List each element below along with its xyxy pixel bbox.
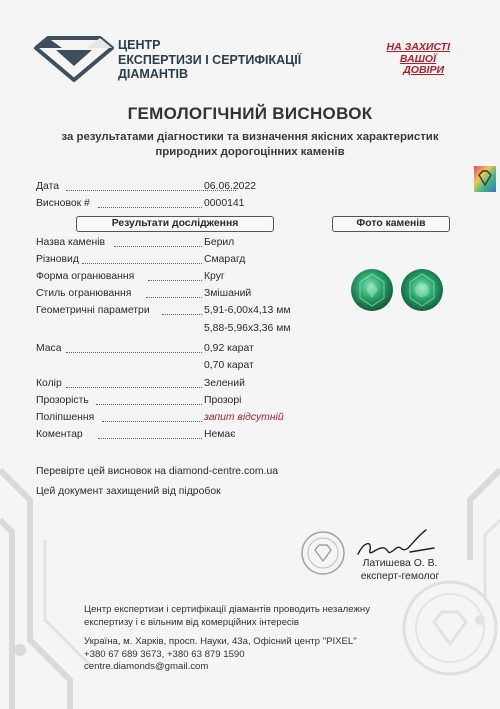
slogan	[358, 42, 450, 84]
number-label: Висновок #	[36, 198, 90, 209]
verify-line	[36, 466, 278, 477]
result-label: Форма огранювання	[36, 271, 135, 282]
result-row-geometry	[36, 304, 326, 318]
result-value: Смарагд	[204, 254, 246, 265]
number-value: 0000141	[204, 198, 245, 209]
number-row	[36, 197, 296, 211]
slogan-line2: ВАШОЇ	[399, 52, 436, 65]
result-row-comment	[36, 428, 296, 442]
leader-dots	[96, 404, 202, 405]
result-row-mass-2	[36, 359, 296, 373]
result-row-variety	[36, 253, 296, 267]
gem-photo-icon	[350, 268, 394, 312]
date-row	[36, 180, 296, 194]
verify-prefix: Перевірте цей висновок на	[36, 466, 169, 477]
result-row-clarity	[36, 394, 296, 408]
leader-dots	[114, 246, 202, 247]
verify-site-link[interactable]: diamond-centre.com.ua	[168, 466, 279, 477]
result-row-color	[36, 377, 296, 391]
result-row-cut-shape	[36, 270, 296, 284]
result-label: Назва каменів	[36, 237, 106, 248]
leader-dots	[102, 421, 202, 422]
result-value-secondary: 5,88-5,96x3,36 мм	[204, 323, 291, 334]
org-name-line2: ЕКСПЕРТИЗИ І СЕРТИФІКАЦІЇ	[118, 52, 302, 67]
result-row-geometry-2	[36, 322, 326, 336]
leader-dots	[98, 207, 202, 208]
diamond-logo-icon	[34, 36, 114, 82]
result-value: Прозорі	[204, 395, 242, 406]
result-row-mass	[36, 342, 296, 356]
result-label: Маса	[36, 343, 62, 354]
leader-dots	[148, 280, 202, 281]
result-label: Поліпшення	[36, 412, 95, 423]
result-value: Змішаний	[204, 288, 252, 299]
result-value: Берил	[204, 237, 235, 248]
org-name-line1: ЦЕНТР	[118, 38, 161, 52]
result-label: Колір	[36, 378, 62, 389]
leader-dots	[66, 352, 202, 353]
disclaimer-line2: експертизу і є вільним від комерційних інтересів	[84, 616, 299, 628]
result-label: Стиль огранювання	[36, 288, 132, 299]
result-value: запит відсутній	[204, 412, 284, 423]
date-value: 06.06.2022	[204, 181, 257, 192]
photo-header: Фото каменів	[332, 216, 450, 232]
result-label: Різновид	[36, 254, 79, 265]
result-value-secondary: 0,70 карат	[204, 360, 254, 371]
result-label: Коментар	[36, 429, 83, 440]
leader-dots	[82, 263, 202, 264]
signer-name: Латишева О. В.	[362, 558, 438, 569]
phones[interactable]: +380 67 689 3673, +380 63 879 1590	[84, 648, 245, 660]
org-name-line3: ДІАМАНТІВ	[118, 67, 189, 81]
leader-dots	[98, 438, 202, 439]
subtitle-line2: природних дорогоцінних каменів	[155, 146, 345, 158]
seal-icon	[400, 578, 500, 678]
document-title: ГЕМОЛОГІЧНИЙ ВИСНОВОК	[127, 104, 373, 123]
disclaimer	[84, 604, 370, 629]
gem-photo-icon	[400, 268, 444, 312]
result-label: Геометричні параметри	[36, 305, 150, 316]
result-value: Круг	[204, 271, 225, 282]
result-value: Зелений	[204, 378, 245, 389]
subtitle-line1: за результатами діагностики та визначення якісних характеристик	[61, 131, 439, 143]
result-row-stone-name	[36, 236, 296, 250]
result-value: 0,92 карат	[204, 343, 254, 354]
leader-dots	[146, 297, 202, 298]
slogan-line1: НА ЗАХИСТІ	[386, 41, 450, 53]
organization-name	[118, 38, 328, 82]
result-label: Прозорість	[36, 395, 89, 406]
results-header: Результати дослідження	[76, 216, 274, 232]
result-row-treatment	[36, 411, 296, 425]
address: Україна, м. Харків, просп. Науки, 43а, Офісний центр "PIXEL"	[84, 636, 357, 647]
result-value: Немає	[204, 429, 236, 440]
disclaimer-line1: Центр експертизи і сертифікації діамантів проводить незалежну	[84, 604, 370, 615]
date-label: Дата	[36, 181, 60, 192]
leader-dots	[162, 314, 202, 315]
email-link[interactable]: centre.diamonds@gmail.com	[84, 661, 209, 672]
leader-dots	[66, 387, 202, 388]
contacts	[84, 636, 357, 674]
document-subtitle	[40, 130, 460, 160]
protection-note: Цей документ захищений від підробок	[36, 486, 221, 497]
signer-role: експерт-гемолог	[360, 570, 440, 582]
result-value: 5,91-6,00x4,13 мм	[204, 305, 291, 316]
stamp-icon	[300, 530, 346, 576]
hologram-icon	[474, 166, 496, 192]
result-row-cut-style	[36, 287, 296, 301]
slogan-line3: ДОВІРИ	[403, 64, 444, 76]
